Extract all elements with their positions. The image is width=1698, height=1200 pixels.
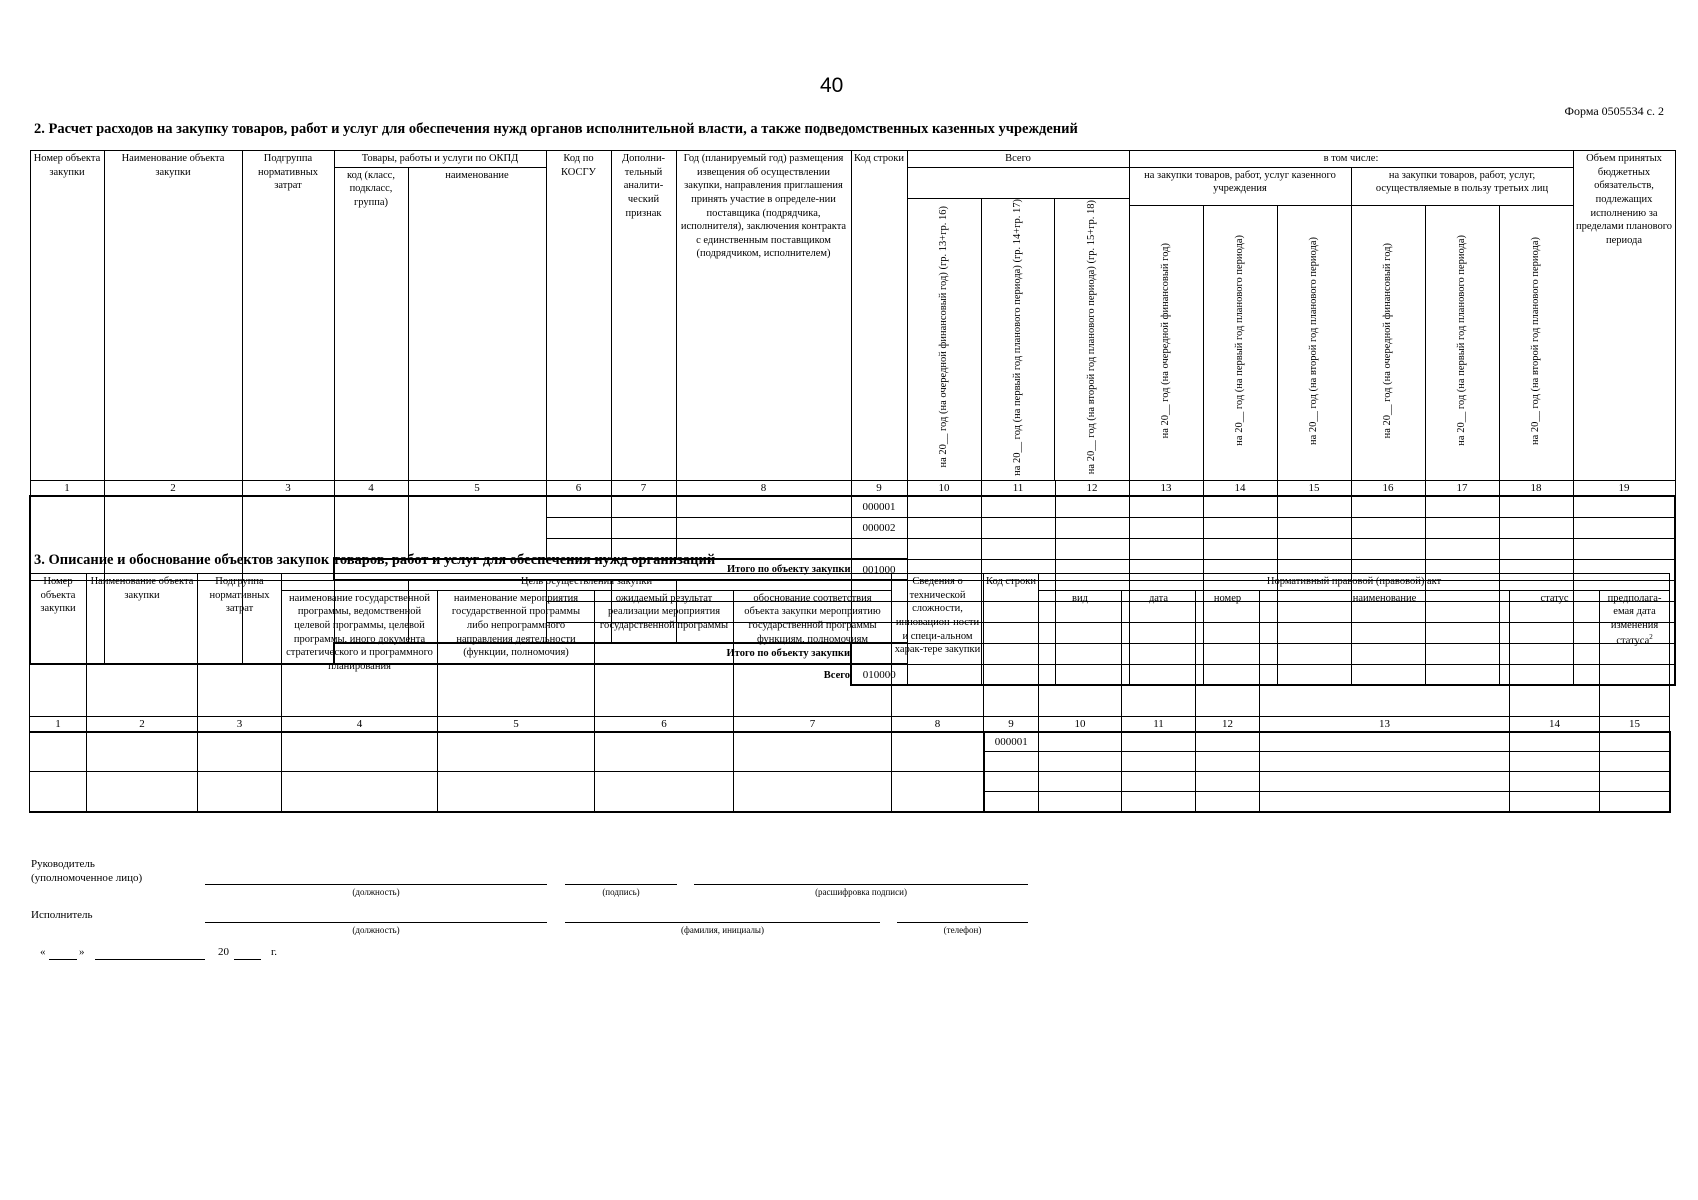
s2-h-code: Код строки — [851, 151, 907, 481]
s2-h-c16: на 20__ год (на очередной финансовый год) — [1381, 243, 1393, 439]
caption-fio: (фамилия, инициалы) — [681, 925, 764, 935]
s3-h-act-name: наименование — [1260, 590, 1510, 716]
s2-h-c15: на 20__ год (на второй год планового периода) — [1307, 236, 1319, 445]
s2-h-c13: на 20__ год (на очередной финансовый год) — [1159, 243, 1171, 439]
s2-h-subgroup: Подгруппа нормативных затрат — [242, 151, 334, 481]
section3-title: 3. Описание и обоснование объектов закупок товаров, работ и услуг для обеспечения нужд организаций — [34, 552, 716, 568]
s2-h-c11: на 20__ год (на первый год планового периода) (гр. 14+гр. 17) — [1011, 198, 1023, 476]
s2-h-third: на закупки товаров, работ, услуг, осуществляемые в пользу третьих лиц — [1351, 167, 1573, 205]
s2-h-number: Номер объекта закупки — [30, 151, 104, 481]
s3-h-program: наименование государственной программы, ведомственной целевой программы, целевой программы, иного документа стратегического и программного планирования — [282, 590, 438, 716]
section2-title: 2. Расчет расходов на закупку товаров, работ и услуг для обеспечения нужд органов исполнительной власти, а также подведомственных казенных учреждений — [34, 121, 1078, 137]
s3-h-npa: Нормативный правовой (правовой) акт — [1039, 574, 1670, 591]
s2-h-total: Всего — [907, 151, 1129, 168]
caption-position: (должность) — [352, 925, 400, 935]
head-decode-line[interactable] — [694, 884, 1028, 885]
s2-h-obligations: Объем принятых бюджетных обязательств, подлежащих исполнению за пределами планового периода — [1573, 151, 1675, 481]
date-month-line[interactable] — [95, 959, 205, 960]
caption-signature: (подпись) — [602, 887, 640, 897]
form-code: Форма 0505534 с. 2 — [1564, 104, 1664, 118]
year-prefix: 20 — [218, 946, 229, 958]
s2-h-c12: на 20__ год (на второй год планового периода) (гр. 15+гр. 18) — [1085, 199, 1097, 475]
s3-h-status: статус — [1510, 590, 1600, 716]
s3-h-subgroup: Подгруппа нормативных затрат — [198, 574, 282, 717]
caption-decode: (расшифровка подписи) — [815, 887, 907, 897]
executor-phone-line[interactable] — [897, 922, 1028, 923]
s3-h-goal: Цель осуществления закупки — [282, 574, 892, 591]
s3-h-code: Код строки — [984, 574, 1039, 717]
row-code: 000001 — [851, 496, 907, 517]
s2-h-analytic: Дополни-тельный аналити-ческий признак — [611, 151, 676, 481]
table-row — [30, 496, 1675, 517]
s2-h-kosgu: Код по КОСГУ — [546, 151, 611, 481]
s2-h-okpd-name: наименование — [408, 167, 546, 480]
head-position-line[interactable] — [205, 884, 547, 885]
s2-h-incl: в том числе: — [1129, 151, 1573, 168]
date-open-quote: « — [40, 946, 46, 958]
row-code: 001000 — [851, 559, 907, 580]
executor-position-line[interactable] — [205, 922, 547, 923]
caption-phone: (телефон) — [943, 925, 982, 935]
caption-position: (должность) — [352, 887, 400, 897]
head-signature-line[interactable] — [565, 884, 677, 885]
s3-h-kind: вид — [1039, 590, 1122, 716]
s3-column-numbers: 1 2 3 4 5 6 7 8 9 10 11 12 13 14 15 — [30, 716, 1670, 732]
row-code: 000002 — [851, 517, 907, 538]
s3-h-result: ожидаемый результат реализации мероприятия государственной программы — [595, 590, 734, 716]
row-code: 000001 — [984, 732, 1039, 752]
vsego-label: Всего — [823, 669, 850, 681]
date-close-quote: » — [79, 946, 85, 958]
s2-h-name: Наименование объекта закупки — [104, 151, 242, 481]
s2-h-c17: на 20__ год (на первый год планового периода) — [1455, 235, 1467, 447]
table-row — [30, 732, 1670, 752]
s2-h-c10: на 20__ год (на очередной финансовый год) (гр. 13+гр. 16) — [937, 206, 949, 468]
s2-h-kazen: на закупки товаров, работ, услуг казенного учреждения — [1129, 167, 1351, 205]
s3-h-date: дата — [1122, 590, 1196, 716]
s3-h-status-date: предполага-емая дата изменения статуса$^2$ — [1600, 590, 1670, 716]
date-year-line[interactable] — [234, 959, 261, 960]
head-label: Руководитель — [31, 858, 95, 870]
date-day-line[interactable] — [49, 959, 77, 960]
s2-h-total-sub — [907, 167, 1129, 480]
section3-table — [29, 573, 1671, 813]
itogo-label: Итого по объекту закупки — [334, 643, 851, 664]
s3-h-number: Номер объекта закупки — [30, 574, 87, 717]
row-code: 010000 — [851, 664, 907, 685]
s2-h-okpd: Товары, работы и услуги по ОКПД — [334, 151, 546, 168]
year-suffix: г. — [271, 946, 278, 958]
s2-h-c18: на 20__ год (на второй год планового периода) — [1529, 236, 1541, 445]
s3-h-num: номер — [1196, 590, 1260, 716]
s3-h-justification: обоснование соответствия объекта закупки мероприятию государственной программы функциям, полномочиям — [734, 590, 892, 716]
s2-h-c14: на 20__ год (на первый год планового периода) — [1233, 235, 1245, 447]
executor-fio-line[interactable] — [565, 922, 880, 923]
itogo-label: Итого по объекту закупки — [334, 559, 851, 580]
table-row — [30, 772, 1670, 792]
executor-label: Исполнитель — [31, 909, 93, 921]
s2-h-year: Год (планируемый год) размещения извещения об осуществлении закупки, направления приглашения принять участие в определе-нии поставщика (подрядчика, исполнителя), заключения контракта с единственным поставщиком (подрядчиком, исполнителем) — [676, 151, 851, 481]
s3-h-tech: Сведения о технической сложности, инновацион-ности и специ-альном харак-тере закупки — [892, 574, 984, 717]
s3-h-event: наименование мероприятия государственной программы либо непрограммного направления деятельности (функции, полномочия) — [438, 590, 595, 716]
s2-h-okpd-code: код (класс, подкласс, группа) — [334, 167, 408, 480]
page-number: 40 — [820, 74, 844, 97]
head-sublabel: (уполномоченное лицо) — [31, 872, 143, 884]
s2-column-numbers: 1 2 3 4 5 6 7 8 9 10 11 12 13 14 15 16 17 18 19 — [30, 481, 1675, 497]
s3-h-name: Наименование объекта закупки — [87, 574, 198, 717]
